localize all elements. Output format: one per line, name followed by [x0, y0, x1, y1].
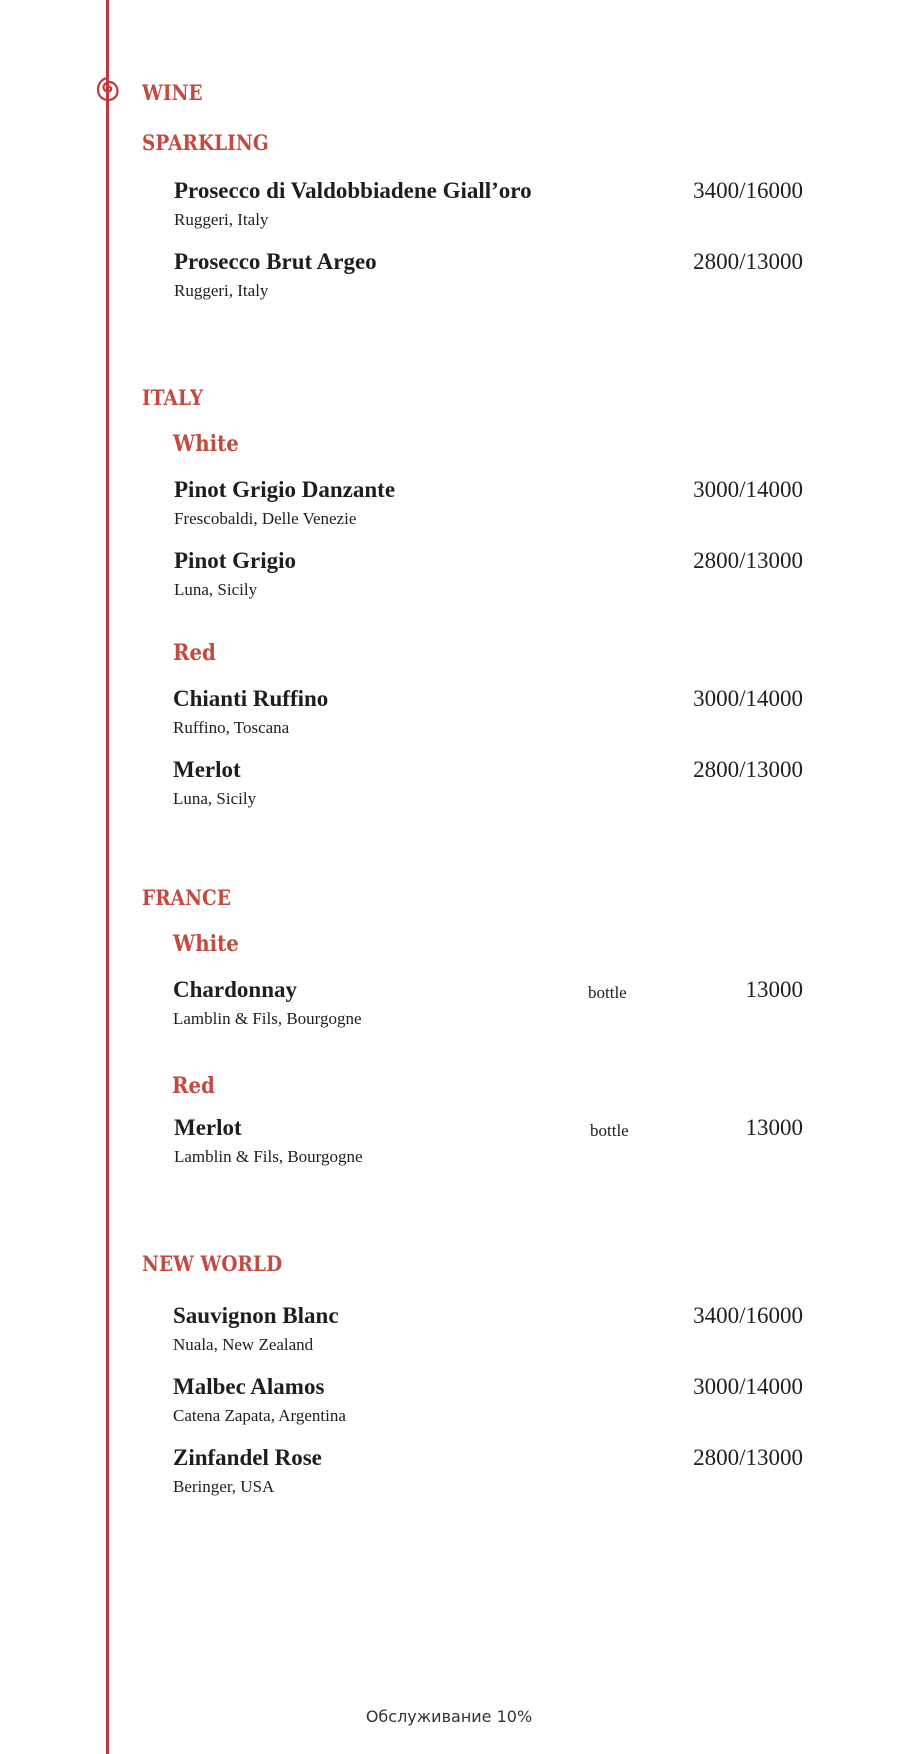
menu-title: WINE	[142, 80, 203, 105]
wine-producer: Beringer, USA	[173, 1477, 275, 1496]
wine-producer: Lamblin & Fils, Bourgogne	[173, 1009, 362, 1028]
section-heading-new-world: NEW WORLD	[142, 1251, 283, 1276]
wine-producer: Lamblin & Fils, Bourgogne	[174, 1147, 363, 1166]
subheading-france-red: Red	[172, 1073, 215, 1099]
subheading-italy-white: White	[173, 431, 239, 457]
margin-rule	[106, 0, 109, 1754]
subheading-france-white: White	[173, 931, 239, 957]
wine-price: 2800/13000	[693, 1445, 803, 1470]
wine-producer: Luna, Sicily	[173, 789, 257, 808]
wine-name: Prosecco di Valdobbiadene Giall’oro	[174, 178, 532, 203]
wine-name: Merlot	[174, 1115, 242, 1140]
wine-name: Merlot	[173, 757, 241, 782]
wine-producer: Luna, Sicily	[174, 580, 258, 599]
wine-producer: Frescobaldi, Delle Venezie	[174, 509, 357, 528]
wine-price: 2800/13000	[693, 249, 803, 274]
wine-producer: Ruggeri, Italy	[174, 210, 269, 229]
wine-producer: Nuala, New Zealand	[173, 1335, 314, 1354]
section-heading-france: FRANCE	[142, 885, 232, 910]
section-heading-sparkling: SPARKLING	[142, 130, 269, 155]
wine-producer: Ruggeri, Italy	[174, 281, 269, 300]
wine-name: Zinfandel Rose	[173, 1445, 322, 1470]
service-charge-note: Обслуживание 10%	[365, 1707, 533, 1726]
wine-producer: Catena Zapata, Argentina	[173, 1406, 346, 1425]
section-heading-italy: ITALY	[142, 385, 204, 410]
spiral-icon	[94, 70, 124, 110]
subheading-italy-red: Red	[173, 640, 216, 666]
wine-unit: bottle	[588, 983, 627, 1002]
wine-price: 2800/13000	[693, 757, 803, 782]
wine-price: 3400/16000	[693, 178, 803, 203]
wine-price: 13000	[745, 1115, 803, 1140]
wine-producer: Ruffino, Toscana	[173, 718, 290, 737]
wine-name: Pinot Grigio Danzante	[174, 477, 396, 502]
wine-name: Chardonnay	[173, 977, 297, 1002]
wine-price: 2800/13000	[693, 548, 803, 573]
wine-price: 3000/14000	[693, 477, 803, 502]
wine-price: 3400/16000	[693, 1303, 803, 1328]
wine-name: Malbec Alamos	[173, 1374, 325, 1399]
wine-unit: bottle	[590, 1121, 629, 1140]
wine-price: 3000/14000	[693, 1374, 803, 1399]
wine-name: Chianti Ruffino	[173, 686, 329, 711]
wine-price: 13000	[745, 977, 803, 1002]
wine-name: Sauvignon Blanc	[173, 1303, 339, 1328]
wine-name: Pinot Grigio	[174, 548, 297, 573]
wine-price: 3000/14000	[693, 686, 803, 711]
wine-name: Prosecco Brut Argeo	[174, 249, 377, 274]
